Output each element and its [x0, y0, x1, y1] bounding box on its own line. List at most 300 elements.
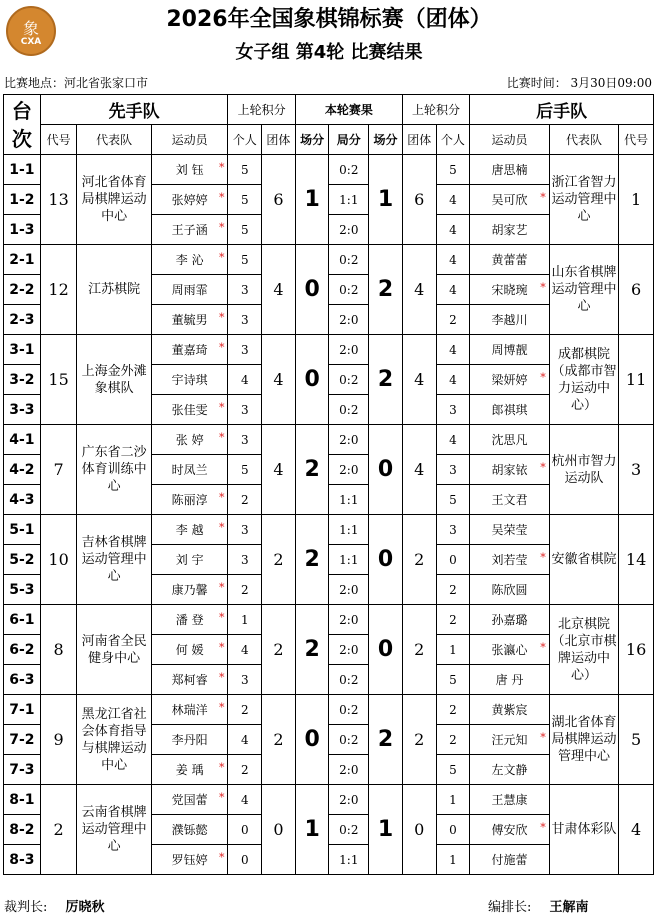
right-individual-points: 0: [436, 815, 470, 845]
board-score: 2:0: [329, 575, 369, 605]
match-time-text: 比赛时间： 3月30日09:00: [506, 76, 652, 90]
right-player-cell: [470, 575, 550, 605]
right-team-points: 2: [402, 605, 436, 695]
left-player-cell: [151, 485, 228, 515]
left-player-name: 董毓男: [171, 313, 208, 327]
left-individual-points: 1: [228, 605, 262, 635]
right-player-cell: [470, 785, 550, 815]
left-player-cell: [151, 245, 228, 275]
right-player-name: 唐思楠: [491, 163, 528, 177]
right-match-score: 0: [369, 425, 403, 515]
right-individual-points: 0: [436, 545, 470, 575]
left-individual-points: 3: [228, 275, 262, 305]
team-header-right: 代表队: [549, 125, 618, 155]
star-icon: *: [218, 521, 225, 534]
right-code: 14: [619, 515, 654, 605]
right-match-score: 0: [369, 515, 403, 605]
referee-line: [4, 896, 105, 915]
right-player-name: 黄蕾蕾: [491, 253, 528, 267]
left-team: 江苏棋院: [77, 245, 151, 335]
right-player-cell: [470, 725, 550, 755]
right-individual-points: 4: [436, 365, 470, 395]
left-team-points: 2: [262, 515, 296, 605]
board-id: 7-1: [4, 695, 41, 725]
left-player-name: 林瑞洋: [171, 703, 208, 717]
left-individual-points: 0: [228, 815, 262, 845]
board-score: 2:0: [329, 605, 369, 635]
star-icon: *: [218, 761, 225, 774]
prev-points-left-header: 上轮积分: [228, 95, 295, 125]
left-player-cell: [151, 605, 228, 635]
star-icon: *: [218, 611, 225, 624]
left-player-cell: [151, 365, 228, 395]
left-code: 15: [40, 335, 77, 425]
board-score: 2:0: [329, 425, 369, 455]
left-match-score: 1: [295, 785, 329, 875]
right-player-name: 胡家铱: [491, 463, 528, 477]
right-player-name: 王慧康: [491, 793, 528, 807]
results-body: [4, 155, 654, 875]
first-team-header: 先手队: [40, 95, 228, 125]
left-individual-points: 5: [228, 155, 262, 185]
star-icon: *: [540, 731, 546, 744]
left-player-name: 濮铄懿: [171, 823, 208, 837]
right-player-cell: [470, 605, 550, 635]
left-match-score: 0: [295, 245, 329, 335]
right-match-score: 2: [369, 335, 403, 425]
left-player-cell: [151, 275, 228, 305]
arbiter-line: [488, 896, 589, 915]
left-player-name: 党国蕾: [171, 793, 208, 807]
left-individual-points: 3: [228, 665, 262, 695]
right-player-cell: [470, 635, 550, 665]
board-score: 2:0: [329, 755, 369, 785]
left-individual-points: 5: [228, 185, 262, 215]
right-code: 5: [619, 695, 654, 785]
board-id: 1-3: [4, 215, 41, 245]
right-player-name: 傅安欣: [491, 823, 528, 837]
right-match-score: 2: [369, 695, 403, 785]
left-player-name: 康乃馨: [171, 583, 208, 597]
right-player-cell: [470, 275, 550, 305]
right-player-cell: [470, 395, 550, 425]
board-score: 2:0: [329, 215, 369, 245]
left-player-cell: [151, 755, 228, 785]
right-individual-points: 4: [436, 185, 470, 215]
board-score: 0:2: [329, 665, 369, 695]
left-team: 上海金外滩象棋队: [77, 335, 151, 425]
right-team-points: 6: [402, 155, 436, 245]
logo-text: CXA: [20, 37, 42, 47]
right-code: 6: [619, 245, 654, 335]
board-id: 7-3: [4, 755, 41, 785]
right-individual-points: 4: [436, 335, 470, 365]
right-team-points: 4: [402, 245, 436, 335]
left-individual-points: 4: [228, 785, 262, 815]
individual-header-left: 个人: [228, 125, 262, 155]
right-team: 成都棋院（成都市智力运动中心）: [549, 335, 618, 425]
board-id: 5-1: [4, 515, 41, 545]
left-player-name: 张婷婷: [171, 193, 208, 207]
right-individual-points: 3: [436, 515, 470, 545]
table-row: [4, 605, 654, 635]
right-individual-points: 1: [436, 785, 470, 815]
right-match-score: 2: [369, 245, 403, 335]
page-title: 2026年全国象棋锦标赛（团体）: [166, 7, 492, 32]
board-score: 2:0: [329, 455, 369, 485]
star-icon: *: [540, 461, 546, 474]
left-player-cell: [151, 575, 228, 605]
left-player-name: 宇诗琪: [171, 373, 208, 387]
left-player-name: 张佳雯: [171, 403, 208, 417]
right-individual-points: 4: [436, 245, 470, 275]
board-score: 2:0: [329, 335, 369, 365]
left-individual-points: 3: [228, 425, 262, 455]
right-player-cell: [470, 815, 550, 845]
left-code: 12: [40, 245, 77, 335]
right-code: 16: [619, 605, 654, 695]
right-player-cell: [470, 305, 550, 335]
board-id: 4-2: [4, 455, 41, 485]
team-pts-header-right: 团体: [402, 125, 436, 155]
table-row: [4, 335, 654, 365]
table-row: [4, 425, 654, 455]
right-match-score: 1: [369, 785, 403, 875]
right-team-points: 2: [402, 695, 436, 785]
left-individual-points: 2: [228, 755, 262, 785]
arbiter-label: 编排长:: [488, 900, 532, 915]
left-player-cell: [151, 845, 228, 875]
right-individual-points: 5: [436, 155, 470, 185]
star-icon: *: [218, 671, 225, 684]
left-code: 7: [40, 425, 77, 515]
left-team-points: 6: [262, 155, 296, 245]
left-player-name: 姜 瑀: [175, 763, 204, 777]
left-individual-points: 3: [228, 545, 262, 575]
left-individual-points: 2: [228, 485, 262, 515]
code-header-left: 代号: [40, 125, 77, 155]
right-individual-points: 5: [436, 665, 470, 695]
player-header-left: 运动员: [151, 125, 228, 155]
star-icon: *: [218, 401, 225, 414]
match-score-header-left: 场分: [295, 125, 329, 155]
table-row: [4, 245, 654, 275]
left-individual-points: 3: [228, 335, 262, 365]
right-individual-points: 3: [436, 455, 470, 485]
right-player-name: 黄紫宸: [491, 703, 528, 717]
left-team: 广东省二沙体育训练中心: [77, 425, 151, 515]
left-player-cell: [151, 635, 228, 665]
left-team-points: 4: [262, 335, 296, 425]
individual-header-right: 个人: [436, 125, 470, 155]
board-id: 8-2: [4, 815, 41, 845]
left-player-name: 周雨霏: [171, 283, 208, 297]
right-individual-points: 2: [436, 725, 470, 755]
left-player-name: 时凤兰: [171, 463, 208, 477]
left-player-cell: [151, 335, 228, 365]
referee-name: 厉晓秋: [65, 900, 105, 915]
board-score: 0:2: [329, 815, 369, 845]
right-player-name: 宋晓琬: [491, 283, 528, 297]
left-team-points: 0: [262, 785, 296, 875]
team-header-left: 代表队: [77, 125, 151, 155]
right-player-cell: [470, 695, 550, 725]
star-icon: *: [540, 371, 546, 384]
left-player-name: 陈丽淳: [171, 493, 208, 507]
right-code: 3: [619, 425, 654, 515]
board-id: 2-1: [4, 245, 41, 275]
board-score: 0:2: [329, 695, 369, 725]
left-individual-points: 5: [228, 215, 262, 245]
referee-label: 裁判长:: [4, 900, 48, 915]
right-player-name: 唐 丹: [495, 673, 524, 687]
star-icon: *: [540, 641, 546, 654]
left-individual-points: 4: [228, 725, 262, 755]
left-player-cell: [151, 545, 228, 575]
code-header-right: 代号: [619, 125, 654, 155]
right-team: 湖北省体育局棋牌运动管理中心: [549, 695, 618, 785]
left-player-cell: [151, 695, 228, 725]
this-round-header: 本轮赛果: [295, 95, 402, 125]
right-player-cell: [470, 455, 550, 485]
right-individual-points: 2: [436, 605, 470, 635]
left-individual-points: 5: [228, 455, 262, 485]
right-individual-points: 4: [436, 425, 470, 455]
star-icon: *: [218, 311, 225, 324]
right-player-name: 王文君: [491, 493, 528, 507]
left-code: 10: [40, 515, 77, 605]
left-player-cell: [151, 725, 228, 755]
left-code: 2: [40, 785, 77, 875]
right-code: 1: [619, 155, 654, 245]
right-player-cell: [470, 215, 550, 245]
player-header-right: 运动员: [470, 125, 550, 155]
right-individual-points: 5: [436, 485, 470, 515]
table-row: [4, 695, 654, 725]
header-row-1: [4, 95, 654, 125]
star-icon: *: [218, 161, 225, 174]
left-individual-points: 2: [228, 575, 262, 605]
right-player-cell: [470, 755, 550, 785]
left-player-cell: [151, 155, 228, 185]
board-score: 1:1: [329, 185, 369, 215]
star-icon: *: [218, 251, 225, 264]
right-individual-points: 2: [436, 305, 470, 335]
left-player-name: 刘 宇: [175, 553, 204, 567]
board-id: 5-2: [4, 545, 41, 575]
star-icon: *: [540, 821, 546, 834]
board-id: 8-1: [4, 785, 41, 815]
right-player-cell: [470, 485, 550, 515]
board-id: 5-3: [4, 575, 41, 605]
left-player-cell: [151, 455, 228, 485]
right-match-score: 0: [369, 605, 403, 695]
left-player-cell: [151, 185, 228, 215]
right-team-points: 2: [402, 515, 436, 605]
left-team: 吉林省棋牌运动管理中心: [77, 515, 151, 605]
board-score: 1:1: [329, 485, 369, 515]
star-icon: *: [218, 791, 225, 804]
right-team: 浙江省智力运动管理中心: [549, 155, 618, 245]
right-player-cell: [470, 185, 550, 215]
left-team-points: 2: [262, 695, 296, 785]
board-score: 0:2: [329, 365, 369, 395]
right-team-points: 4: [402, 335, 436, 425]
board-score: 1:1: [329, 545, 369, 575]
star-icon: *: [218, 341, 225, 354]
left-team-points: 2: [262, 605, 296, 695]
board-score: 2:0: [329, 635, 369, 665]
board-id: 6-2: [4, 635, 41, 665]
board-id: 4-1: [4, 425, 41, 455]
right-individual-points: 4: [436, 275, 470, 305]
board-id: 3-2: [4, 365, 41, 395]
page-subtitle: 女子组 第4轮 比赛结果: [235, 42, 423, 63]
left-individual-points: 3: [228, 395, 262, 425]
right-player-name: 左文静: [491, 763, 528, 777]
board-id: 4-3: [4, 485, 41, 515]
left-code: 13: [40, 155, 77, 245]
left-match-score: 0: [295, 695, 329, 785]
right-team: 杭州市智力运动队: [549, 425, 618, 515]
star-icon: *: [218, 701, 225, 714]
left-team: 河南省全民健身中心: [77, 605, 151, 695]
left-player-name: 李丹阳: [171, 733, 208, 747]
right-player-cell: [470, 665, 550, 695]
table-row: [4, 785, 654, 815]
left-player-name: 李 沁: [175, 253, 204, 267]
arbiter-name: 王解南: [549, 900, 589, 915]
left-team-points: 4: [262, 245, 296, 335]
right-player-name: 刘若莹: [491, 553, 528, 567]
board-score: 0:2: [329, 275, 369, 305]
board-id: 3-3: [4, 395, 41, 425]
right-player-name: 郎祺琪: [491, 403, 528, 417]
table-no-header-text: 台次: [11, 98, 32, 151]
left-match-score: 1: [295, 155, 329, 245]
table-row: [4, 515, 654, 545]
right-individual-points: 5: [436, 755, 470, 785]
left-player-name: 刘 钰: [175, 163, 204, 177]
left-player-cell: [151, 395, 228, 425]
board-id: 1-1: [4, 155, 41, 185]
left-player-name: 董嘉琦: [171, 343, 208, 357]
right-team-points: 4: [402, 425, 436, 515]
right-player-name: 梁妍婷: [491, 373, 528, 387]
board-id: 7-2: [4, 725, 41, 755]
right-individual-points: 2: [436, 695, 470, 725]
right-player-cell: [470, 845, 550, 875]
left-match-score: 2: [295, 425, 329, 515]
board-score: 0:2: [329, 395, 369, 425]
board-id: 3-1: [4, 335, 41, 365]
table-no-header: [4, 95, 41, 155]
team-pts-header-left: 团体: [262, 125, 296, 155]
left-player-name: 王子涵: [171, 223, 208, 237]
right-individual-points: 1: [436, 635, 470, 665]
board-id: 6-1: [4, 605, 41, 635]
left-player-name: 潘 登: [175, 613, 204, 627]
right-player-name: 汪元知: [491, 733, 528, 747]
right-team: 山东省棋牌运动管理中心: [549, 245, 618, 335]
board-id: 2-2: [4, 275, 41, 305]
board-score: 0:2: [329, 245, 369, 275]
left-player-cell: [151, 305, 228, 335]
right-player-cell: [470, 365, 550, 395]
right-player-name: 陈欣圆: [491, 583, 528, 597]
right-player-name: 李越川: [491, 313, 528, 327]
right-player-cell: [470, 545, 550, 575]
left-player-name: 罗钰婷: [171, 853, 208, 867]
right-match-score: 1: [369, 155, 403, 245]
results-table-wrapper: [3, 94, 654, 875]
board-id: 1-2: [4, 185, 41, 215]
board-score: 2:0: [329, 785, 369, 815]
board-id: 2-3: [4, 305, 41, 335]
right-individual-points: 3: [436, 395, 470, 425]
right-team: 北京棋院（北京市棋牌运动中心）: [549, 605, 618, 695]
right-player-cell: [470, 425, 550, 455]
right-team: 安徽省棋院: [549, 515, 618, 605]
right-player-name: 付施蕾: [491, 853, 528, 867]
page-header: [0, 0, 658, 92]
right-individual-points: 4: [436, 215, 470, 245]
right-individual-points: 1: [436, 845, 470, 875]
left-player-cell: [151, 425, 228, 455]
star-icon: *: [540, 551, 546, 564]
right-code: 11: [619, 335, 654, 425]
left-match-score: 2: [295, 605, 329, 695]
right-player-name: 胡家艺: [491, 223, 528, 237]
left-individual-points: 4: [228, 365, 262, 395]
star-icon: *: [218, 851, 225, 864]
header-row-2: [4, 125, 654, 155]
right-player-cell: [470, 155, 550, 185]
left-player-name: 张 婷: [175, 433, 204, 447]
left-match-score: 2: [295, 515, 329, 605]
left-player-cell: [151, 815, 228, 845]
left-individual-points: 2: [228, 695, 262, 725]
prev-points-right-header: 上轮积分: [402, 95, 469, 125]
star-icon: *: [540, 191, 546, 204]
star-icon: *: [218, 641, 225, 654]
board-score: 2:0: [329, 305, 369, 335]
match-score-header-right: 场分: [369, 125, 403, 155]
right-player-cell: [470, 335, 550, 365]
left-individual-points: 0: [228, 845, 262, 875]
left-player-cell: [151, 785, 228, 815]
game-score-header: 局分: [329, 125, 369, 155]
right-team-points: 0: [402, 785, 436, 875]
board-score: 1:1: [329, 845, 369, 875]
left-individual-points: 4: [228, 635, 262, 665]
left-team-points: 4: [262, 425, 296, 515]
left-individual-points: 3: [228, 305, 262, 335]
right-player-name: 吴可欣: [491, 193, 528, 207]
right-player-cell: [470, 515, 550, 545]
second-team-header: 后手队: [470, 95, 654, 125]
right-player-name: 沈思凡: [491, 433, 528, 447]
board-score: 0:2: [329, 725, 369, 755]
left-individual-points: 3: [228, 515, 262, 545]
board-id: 6-3: [4, 665, 41, 695]
left-code: 9: [40, 695, 77, 785]
venue-text: 比赛地点：河北省张家口市: [4, 76, 149, 90]
left-player-name: 何 媛: [175, 643, 204, 657]
left-team: 黑龙江省社会体育指导与棋牌运动中心: [77, 695, 151, 785]
star-icon: *: [218, 431, 225, 444]
board-score: 1:1: [329, 515, 369, 545]
